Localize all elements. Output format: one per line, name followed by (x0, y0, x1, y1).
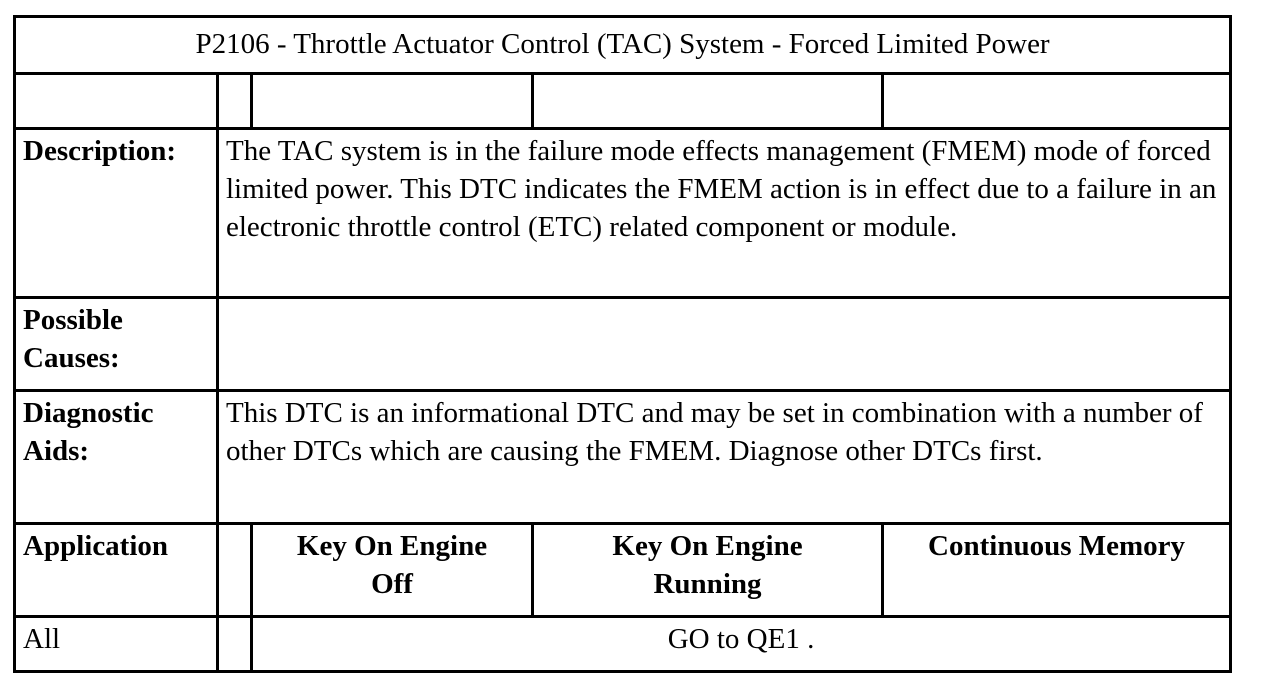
description-row (15, 129, 1231, 298)
koer-header-line2: Running (653, 568, 762, 600)
possible-causes-row (15, 298, 1231, 391)
diagnostic-aids-text: This DTC is an informational DTC and may be set in combination with a number of other DTCs which are causing the FMEM. Diagnose other DTCs first. (218, 391, 1231, 524)
koer-header-line1: Key On Engine (612, 530, 803, 562)
koeo-header-line2: Off (371, 568, 413, 600)
empty-cell (15, 74, 218, 129)
dtc-table (13, 15, 1232, 673)
empty-cell (218, 617, 252, 672)
description-label: Description: (15, 129, 218, 298)
empty-cell (533, 74, 883, 129)
empty-cell (883, 74, 1231, 129)
application-label: Application (15, 524, 218, 617)
koer-header (533, 524, 883, 617)
diagnostic-aids-label-line2: Aids: (23, 435, 90, 467)
possible-causes-label-line2: Causes: (23, 342, 120, 374)
application-all-label: All (15, 617, 218, 672)
possible-causes-text (218, 298, 1231, 391)
dtc-title: P2106 - Throttle Actuator Control (TAC) System - Forced Limited Power (15, 17, 1231, 74)
go-to-action: GO to QE1 . (252, 617, 1231, 672)
koeo-header (252, 524, 533, 617)
spacer-row (15, 74, 1231, 129)
diagnostic-aids-row (15, 391, 1231, 524)
empty-cell (252, 74, 533, 129)
empty-cell (218, 74, 252, 129)
possible-causes-label (15, 298, 218, 391)
diagnostic-aids-label-line1: Diagnostic (23, 397, 154, 429)
application-header-row (15, 524, 1231, 617)
description-text: The TAC system is in the failure mode effects management (FMEM) mode of forced limited power. This DTC indicates the FMEM action is in effect due to a failure in an electronic throttle control (ETC) related component or module. (218, 129, 1231, 298)
koeo-header-line1: Key On Engine (296, 530, 488, 562)
possible-causes-label-line1: Possible (23, 304, 123, 336)
continuous-memory-header: Continuous Memory (883, 524, 1231, 617)
application-all-row (15, 617, 1231, 672)
empty-cell (218, 524, 252, 617)
diagnostic-aids-label (15, 391, 218, 524)
